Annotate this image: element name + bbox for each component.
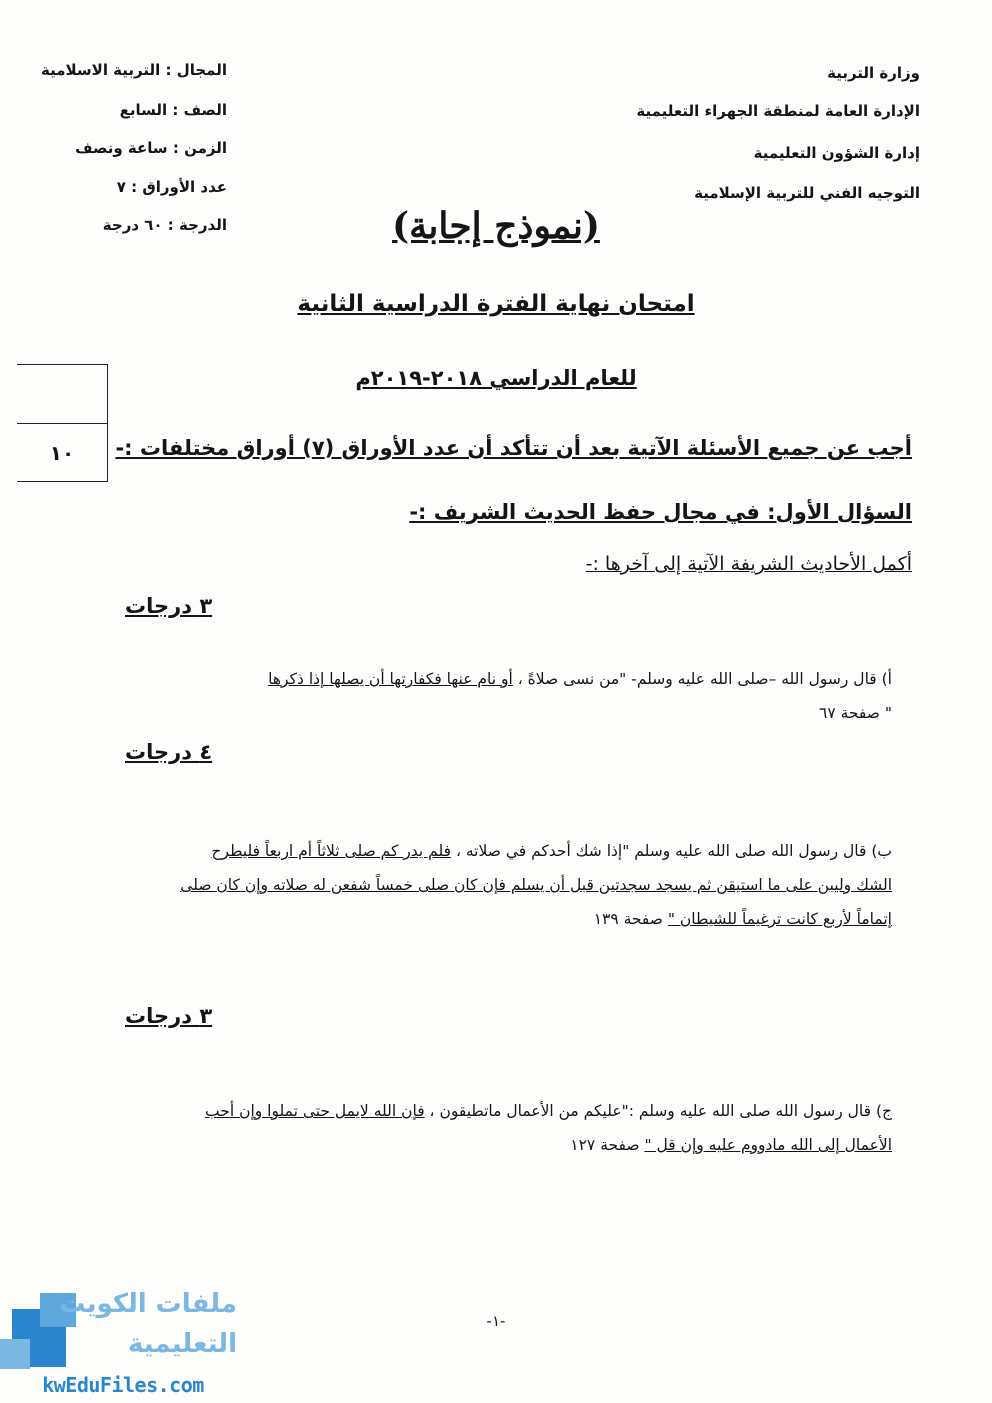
department-name: إدارة الشؤون التعليمية xyxy=(753,144,920,162)
directorate-name: الإدارة العامة لمنطقة الجهراء التعليمية xyxy=(636,102,920,120)
hadith-a-line2: " صفحة ٦٧ xyxy=(819,704,892,722)
hadith-a-answer: أو نام عنها فكفارتها أن يصلها إذا ذكرها xyxy=(268,670,513,688)
hadith-b xyxy=(180,834,892,936)
hadith-c-line2 xyxy=(205,1128,892,1162)
hadith-c-page-ref: صفحة ١٢٧ xyxy=(570,1136,645,1154)
hadith-c-answer-2: الأعمال إلى الله مادووم عليه وإن قل " xyxy=(644,1136,892,1154)
grade-label-c: ٣ درجات xyxy=(125,1004,213,1028)
exam-pages: عدد الأوراق : ٧ xyxy=(116,178,227,196)
score-box-divider xyxy=(17,423,107,424)
logo-site: kwEduFiles.com xyxy=(42,1373,204,1397)
grade-label-a: ٣ درجات xyxy=(125,594,213,618)
hadith-c-prefix: ج) قال رسول الله صلى الله عليه وسلم :"عليكم من الأعمال ماتطيقون ، xyxy=(424,1102,892,1120)
hadith-b-answer-1: فلم يدر كم صلى ثلاثاً أم اربعاً فليطرح xyxy=(211,842,452,860)
hadith-b-line3 xyxy=(180,902,892,936)
exam-duration: الزمن : ساعة ونصف xyxy=(75,139,227,157)
question1-title: السؤال الأول: في مجال حفظ الحديث الشريف :- xyxy=(409,500,912,524)
hadith-b-answer-3: إتماماً لأربع كانت ترغيماً للشيطان " xyxy=(667,910,892,928)
page-number: -١- xyxy=(486,1312,506,1330)
score-box xyxy=(17,364,108,482)
supervision-name: التوجيه الفني للتربية الإسلامية xyxy=(694,184,920,202)
exam-field: المجال : التربية الاسلامية xyxy=(41,61,227,79)
kwedufiles-logo xyxy=(0,1285,245,1403)
hadith-b-answer-2: الشك وليبن على ما استيقن ثم يسجد سجدتين قبل أن يسلم فإن كان صلى خمساً شفعن له صلاته وإن كان صلى xyxy=(180,876,892,894)
exam-subtitle: امتحان نهاية الفترة الدراسية الثانية xyxy=(297,291,695,317)
grade-label-b: ٤ درجات xyxy=(125,740,213,764)
academic-year: للعام الدراسي ٢٠١٨-٢٠١٩م xyxy=(355,366,637,390)
hadith-a xyxy=(268,662,892,730)
hadith-b-line2 xyxy=(180,868,892,902)
logo-line1: ملفات الكويت xyxy=(59,1289,237,1319)
hadith-c-answer-1: فإن الله لايمل حتى تملوا وإن أحب xyxy=(205,1102,425,1120)
general-instruction: أجب عن جميع الأسئلة الآتية بعد أن تتأكد أن عدد الأوراق (٧) أوراق مختلفات :- xyxy=(115,436,912,460)
score-box-value: ١٠ xyxy=(49,441,75,465)
question1-instruction: أكمل الأحاديث الشريفة الآتية إلى آخرها :- xyxy=(585,553,912,575)
exam-grade-level: الصف : السابع xyxy=(119,101,227,119)
hadith-c xyxy=(205,1094,892,1162)
hadith-b-prefix: ب) قال رسول الله صلى الله عليه وسلم "إذا شك أحدكم في صلاته ، xyxy=(451,842,892,860)
ministry-name: وزارة التربية xyxy=(827,64,920,82)
hadith-b-line1 xyxy=(180,834,892,868)
hadith-b-page-ref: صفحة ١٣٩ xyxy=(593,910,668,928)
hadith-a-prefix: أ) قال رسول الله –صلى الله عليه وسلم- "من نسى صلاةً ، xyxy=(512,670,892,688)
hadith-c-line1 xyxy=(205,1094,892,1128)
logo-line2: التعليمية xyxy=(127,1329,237,1359)
exam-total-score: الدرجة : ٦٠ درجة xyxy=(102,216,227,234)
hadith-a-line1 xyxy=(268,662,892,696)
answer-key-title: (نموذج إجابة) xyxy=(392,205,600,247)
